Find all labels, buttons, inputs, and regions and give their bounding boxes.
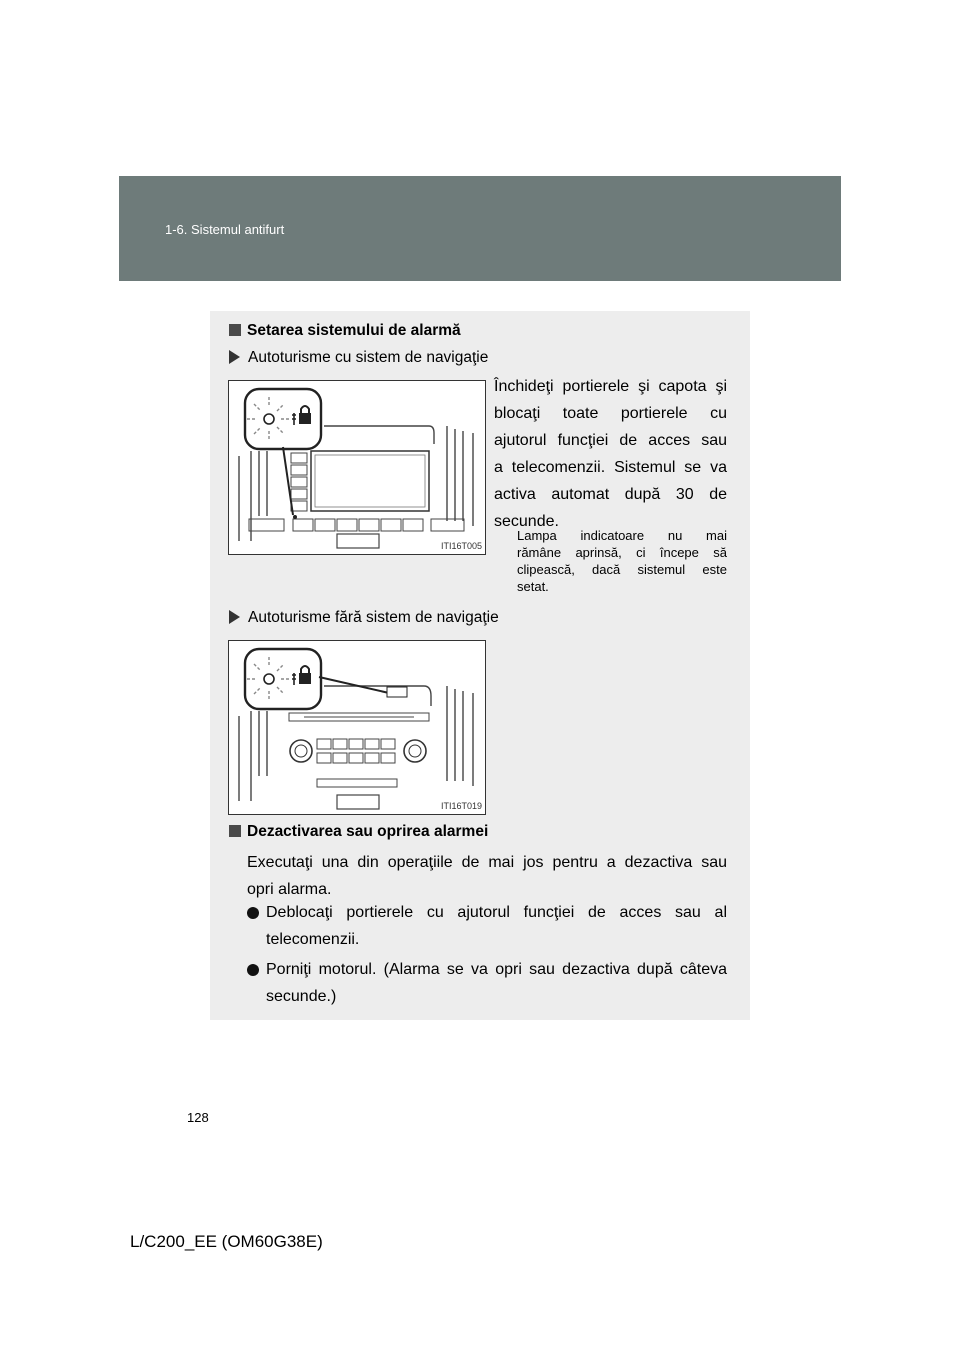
figure-audio-panel: [228, 640, 486, 815]
setting-heading: [229, 322, 461, 340]
setting-heading-text: Setarea sistemului de alarmă: [247, 322, 461, 339]
audio-panel-illustration: [229, 641, 485, 814]
nav-instruction: [494, 373, 727, 535]
note-line: rămâne aprinsă, ci începe să: [517, 545, 727, 560]
lamp-note: [517, 527, 727, 595]
section-title: 1-6. Sistemul antifurt: [165, 222, 285, 237]
triangle-bullet-icon: [229, 350, 240, 364]
nonav-subheading: [229, 609, 499, 627]
nav-line: ajutorul funcţiei de acces sau: [494, 432, 727, 449]
intro-line: Executaţi una din operaţiile de mai jos pentru a dezactiva sau: [247, 854, 727, 871]
figure-label: ITI16T005: [441, 541, 483, 551]
note-line: Lampa indicatoare nu mai: [517, 528, 727, 543]
bullet-item: [266, 899, 727, 953]
nav-line: a telecomenzii. Sistemul se va: [494, 459, 727, 476]
bullet-line: Porniţi motorul. (Alarma se va opri sau dezactiva după câteva: [266, 961, 727, 978]
bullet-line: telecomenzii.: [266, 931, 360, 948]
deactivate-heading-text: Dezactivarea sau oprirea alarmei: [247, 823, 489, 840]
nav-panel-illustration: [229, 381, 485, 554]
footer-code: L/C200_EE (OM60G38E): [130, 1232, 323, 1251]
bullet-line: Deblocaţi portierele cu ajutorul funcţiei de acces sau al: [266, 904, 727, 921]
nav-subheading-text: Autoturisme cu sistem de navigaţie: [248, 349, 489, 366]
bullet-dot-icon: [247, 907, 259, 919]
bullet-dot-icon: [247, 964, 259, 976]
nav-line: secunde.: [494, 513, 559, 530]
nonav-subheading-text: Autoturisme fără sistem de navigaţie: [248, 609, 499, 626]
deactivate-intro: [247, 849, 727, 903]
note-line: clipească, dacă sistemul este: [517, 562, 727, 577]
page-number: 128: [187, 1110, 209, 1125]
nav-line: activa automat după 30 de: [494, 486, 727, 503]
note-line: setat.: [517, 579, 549, 594]
square-bullet-icon: [229, 324, 241, 336]
nav-line: Închideţi portierele şi capota şi: [494, 378, 727, 395]
square-bullet-icon: [229, 825, 241, 837]
figure-label: ITI16T019: [441, 801, 483, 811]
bullet-line: secunde.): [266, 988, 337, 1005]
deactivate-heading: [229, 823, 488, 841]
nav-subheading: [229, 349, 488, 367]
figure-nav-panel: [228, 380, 486, 555]
intro-line: opri alarma.: [247, 881, 332, 898]
bullet-item: [266, 956, 727, 1010]
triangle-bullet-icon: [229, 610, 240, 624]
nav-line: blocaţi toate portierele cu: [494, 405, 727, 422]
